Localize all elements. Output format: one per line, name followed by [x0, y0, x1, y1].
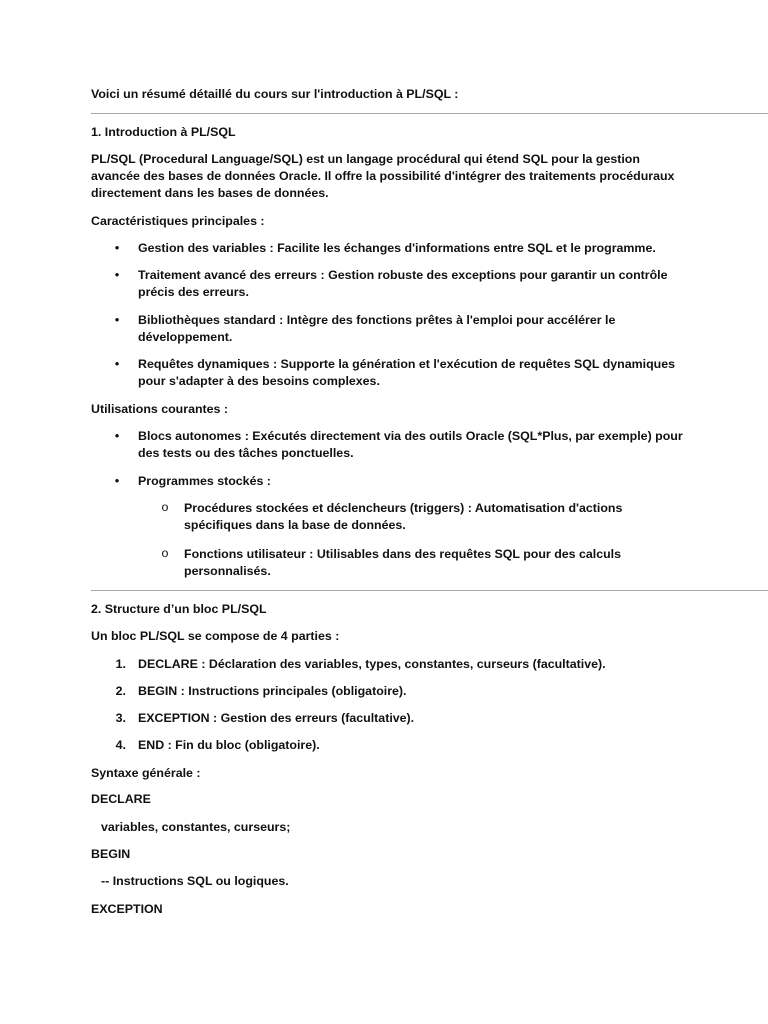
section1-paragraph-line: avancée des bases de données Oracle. Il offre la possibilité d'intégrer des traitements procéduraux	[91, 169, 675, 183]
bullet-marker: •	[114, 474, 120, 488]
section1-paragraph-line: directement dans les bases de données.	[91, 186, 329, 200]
numbered-item: EXCEPTION : Gestion des erreurs (facultative).	[138, 711, 415, 725]
sub-bullet-marker: o	[161, 500, 169, 514]
section1-heading: 1. Introduction à PL/SQL	[91, 125, 236, 139]
bullet-marker: •	[114, 268, 120, 282]
code-line: EXCEPTION	[91, 902, 163, 916]
numbered-marker: 1.	[115, 657, 126, 671]
code-line: BEGIN	[91, 847, 131, 861]
feature-item-line: Gestion des variables : Facilite les échanges d'informations entre SQL et le programme.	[138, 241, 656, 255]
feature-item-line: pour s'adapter à des besoins complexes.	[138, 374, 380, 388]
bullet-marker: •	[114, 429, 120, 443]
use-item-line: des tests ou des tâches ponctuelles.	[138, 446, 354, 460]
numbered-item: BEGIN : Instructions principales (obligatoire).	[138, 684, 407, 698]
feature-item-line: Traitement avancé des erreurs : Gestion robuste des exceptions pour garantir un contrôle	[138, 268, 668, 282]
divider	[91, 113, 768, 114]
uses-label: Utilisations courantes :	[91, 402, 229, 416]
sub-use-item-line: Fonctions utilisateur : Utilisables dans des requêtes SQL pour des calculs	[184, 547, 621, 561]
feature-item-line: développement.	[138, 330, 233, 344]
bullet-marker: •	[114, 313, 120, 327]
code-line: -- Instructions SQL ou logiques.	[101, 874, 289, 888]
section2-lead: Un bloc PL/SQL se compose de 4 parties :	[91, 629, 340, 643]
features-label: Caractéristiques principales :	[91, 214, 265, 228]
use-item-line: Blocs autonomes : Exécutés directement via des outils Oracle (SQL*Plus, par exemple) pour	[138, 429, 683, 443]
numbered-marker: 2.	[115, 684, 126, 698]
sub-use-item-line: Procédures stockées et déclencheurs (triggers) : Automatisation d'actions	[184, 501, 623, 515]
feature-item-line: Bibliothèques standard : Intègre des fonctions prêtes à l'emploi pour accélérer le	[138, 313, 616, 327]
section1-paragraph-line: PL/SQL (Procedural Language/SQL) est un langage procédural qui étend SQL pour la gestion	[91, 152, 640, 166]
numbered-item: DECLARE : Déclaration des variables, types, constantes, curseurs (facultative).	[138, 657, 606, 671]
numbered-marker: 4.	[115, 738, 126, 752]
bullet-marker: •	[114, 241, 120, 255]
bullet-marker: •	[114, 357, 120, 371]
divider	[91, 590, 768, 591]
sub-use-item-line: personnalisés.	[184, 564, 271, 578]
sub-use-item-line: spécifiques dans la base de données.	[184, 518, 406, 532]
sub-bullet-marker: o	[161, 546, 169, 560]
numbered-marker: 3.	[115, 711, 126, 725]
feature-item-line: Requêtes dynamiques : Supporte la génération et l'exécution de requêtes SQL dynamiques	[138, 357, 676, 371]
code-line: DECLARE	[91, 792, 151, 806]
feature-item-line: précis des erreurs.	[138, 285, 249, 299]
section2-heading: 2. Structure d’un bloc PL/SQL	[91, 602, 267, 616]
numbered-item: END : Fin du bloc (obligatoire).	[138, 738, 320, 752]
code-line: variables, constantes, curseurs;	[101, 820, 291, 834]
intro-line: Voici un résumé détaillé du cours sur l'introduction à PL/SQL :	[91, 87, 459, 101]
use-item-line: Programmes stockés :	[138, 474, 271, 488]
syntax-label: Syntaxe générale :	[91, 766, 201, 780]
